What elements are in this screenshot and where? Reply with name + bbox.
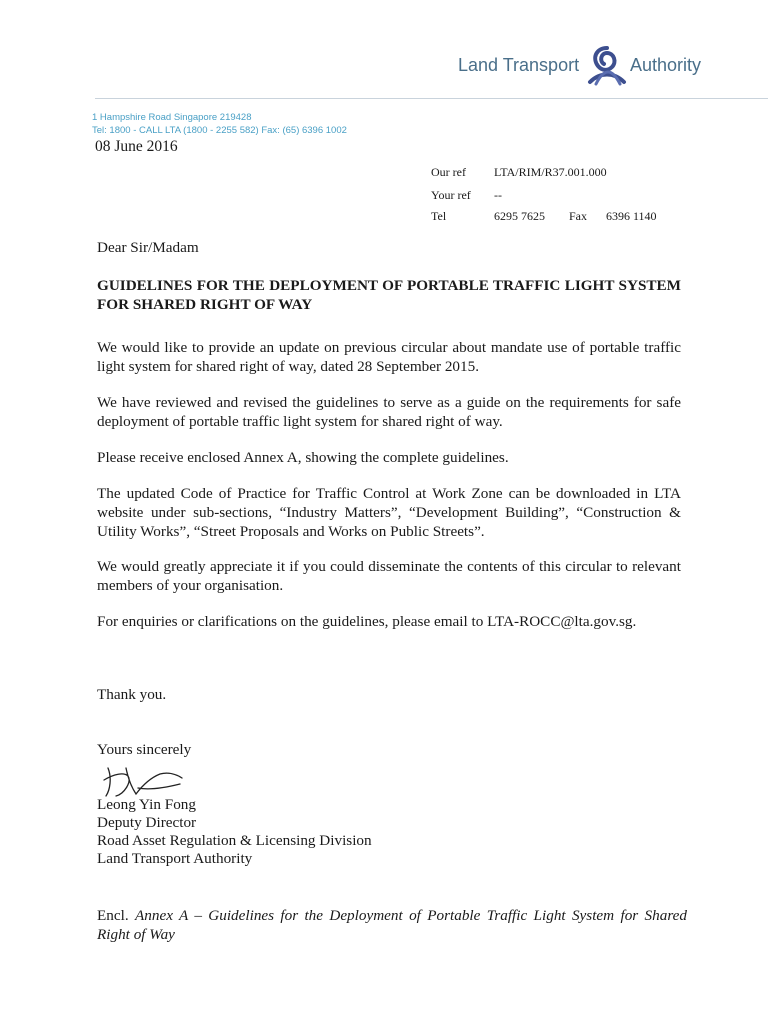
our-ref-value: LTA/RIM/R37.001.000 [494,165,607,179]
your-ref-label: Your ref [431,188,471,202]
org-contact: Tel: 1800 - CALL LTA (1800 - 2255 582) Fax: (65) 6396 1002 [92,125,347,136]
enclosure-prefix: Encl. [97,907,129,924]
org-name-part2: Authority [630,55,702,75]
body-paragraph-1: We would like to provide an update on previous circular about mandate use of portable traffic light system for shared right of way, dated 28 September 2015. [97,339,681,375]
our-ref-label: Our ref [431,165,466,179]
body-paragraph-5: We would greatly appreciate it if you could disseminate the contents of this circular to relevant members of your organisation. [97,558,681,594]
org-name-part1: Land Transport [458,55,580,75]
signatory-position: Deputy Director [97,814,197,831]
thanks-line: Thank you. [97,686,167,703]
fax-value: 6396 1140 [606,209,657,223]
your-ref-value: -- [494,188,502,202]
enclosure-note [97,906,687,944]
tel-value: 6295 7625 [494,209,545,223]
signatory-organisation: Land Transport Authority [97,850,253,867]
enclosure-text: Annex A – Guidelines for the Deployment of Portable Traffic Light System for Shared Right of Way [97,907,687,943]
salutation: Dear Sir/Madam [97,239,199,256]
lta-logo-icon [584,44,630,88]
org-address: 1 Hampshire Road Singapore 219428 [92,112,252,123]
closing-line: Yours sincerely [97,741,192,758]
body-paragraph-3: Please receive enclosed Annex A, showing the complete guidelines. [97,449,509,466]
signatory-name: Leong Yin Fong [97,796,196,813]
header-divider [95,98,768,99]
tel-label: Tel [431,209,447,223]
letter-date: 08 June 2016 [95,138,178,155]
fax-label: Fax [569,209,587,223]
body-paragraph-2: We have reviewed and revised the guidelines to serve as a guide on the requirements for safe deployment of portable traffic light system for shared right of way. [97,394,681,430]
signatory-division: Road Asset Regulation & Licensing Division [97,832,372,849]
body-paragraph-6: For enquiries or clarifications on the guidelines, please email to LTA-ROCC@lta.gov.sg. [97,613,637,630]
body-paragraph-4: The updated Code of Practice for Traffic Control at Work Zone can be downloaded in LTA website under sub-sections, “Industry Matters”, “Development Building”, “Construction & Utility Works”, “Street Proposals and Works on Public Streets”. [97,485,681,540]
letter-title: GUIDELINES FOR THE DEPLOYMENT OF PORTABLE TRAFFIC LIGHT SYSTEM FOR SHARED RIGHT OF WAY [97,277,681,313]
